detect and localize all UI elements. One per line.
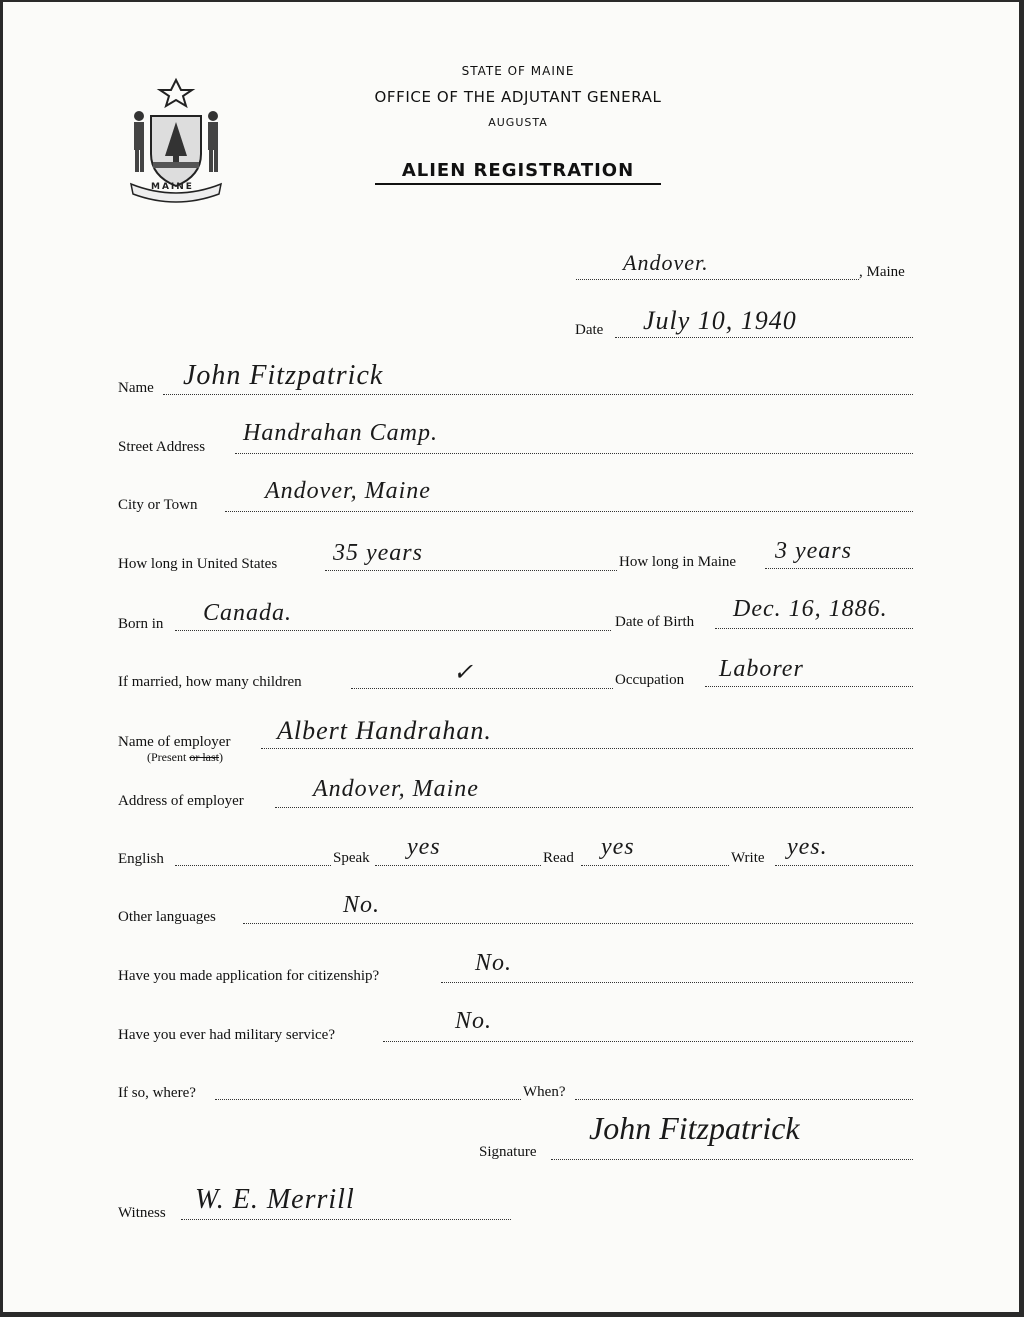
speak-value: yes [407,834,441,860]
maine-duration-label: How long in Maine [619,554,737,570]
children-value: ✓ [453,660,475,686]
speak-line [375,865,541,866]
employer-address-label: Address of employer [118,793,244,809]
when-line [575,1099,913,1100]
where-line [215,1099,521,1100]
registration-form-page [3,2,1019,1312]
occupation-label: Occupation [615,672,685,688]
place-line [576,279,859,280]
citizenship-line [441,982,913,983]
dob-value: Dec. 16, 1886. [733,596,888,622]
witness-label: Witness [118,1205,166,1221]
date-line [615,337,913,338]
write-line [775,865,913,866]
employer-address-value: Andover, Maine [313,776,479,802]
date-value: July 10, 1940 [643,306,797,335]
speak-label: Speak [333,850,370,866]
write-value: yes. [787,834,828,860]
maine-duration-value: 3 years [775,538,852,564]
city-heading: AUGUSTA [488,116,548,129]
occupation-value: Laborer [719,656,804,682]
name-line [163,394,913,395]
date-label: Date [575,322,604,338]
witness-line [181,1219,511,1220]
street-label: Street Address [118,439,206,455]
english-label: English [118,851,164,867]
name-value: John Fitzpatrick [183,360,384,391]
read-line [581,865,729,866]
born-label: Born in [118,616,164,632]
military-label: Have you ever had military service? [118,1027,335,1043]
when-label: When? [523,1084,566,1100]
employer-address-line [275,807,913,808]
signature-value: John Fitzpatrick [589,1110,800,1146]
read-value: yes [601,834,635,860]
born-line [175,630,611,631]
form-title: ALIEN REGISTRATION [375,160,661,185]
us-duration-value: 35 years [333,540,423,566]
citizenship-value: No. [475,950,513,976]
office-heading: OFFICE OF THE ADJUTANT GENERAL [374,88,662,106]
employer-note: (Present or last) [147,750,223,764]
children-line [351,688,613,689]
city-value: Andover, Maine [265,478,431,504]
english-line [175,865,331,866]
signature-line [551,1159,913,1160]
place-suffix: , Maine [859,264,905,280]
place-value: Andover. [623,250,709,275]
other-languages-label: Other languages [118,909,216,925]
military-value: No. [455,1008,493,1034]
us-duration-label: How long in United States [118,556,278,572]
read-label: Read [543,850,574,866]
maine-duration-line [765,568,913,569]
seal-motto: MAINE [151,182,194,192]
write-label: Write [731,850,765,866]
born-value: Canada. [203,600,293,626]
where-label: If so, where? [118,1085,196,1101]
dob-line [715,628,913,629]
citizenship-label: Have you made application for citizenship? [118,968,380,984]
street-line [235,453,913,454]
witness-value: W. E. Merrill [195,1184,355,1215]
other-languages-value: No. [343,892,381,918]
signature-label: Signature [479,1144,537,1160]
employer-label: Name of employer [118,734,231,750]
city-line [225,511,913,512]
dob-label: Date of Birth [615,614,695,630]
name-label: Name [118,380,154,396]
children-label: If married, how many children [118,674,302,690]
occupation-line [705,686,913,687]
street-value: Handrahan Camp. [243,420,439,446]
us-duration-line [325,570,617,571]
state-heading: STATE OF MAINE [461,64,575,78]
employer-value: Albert Handrahan. [277,716,492,745]
city-label: City or Town [118,497,198,513]
employer-line [261,748,913,749]
military-line [383,1041,913,1042]
other-languages-line [243,923,913,924]
